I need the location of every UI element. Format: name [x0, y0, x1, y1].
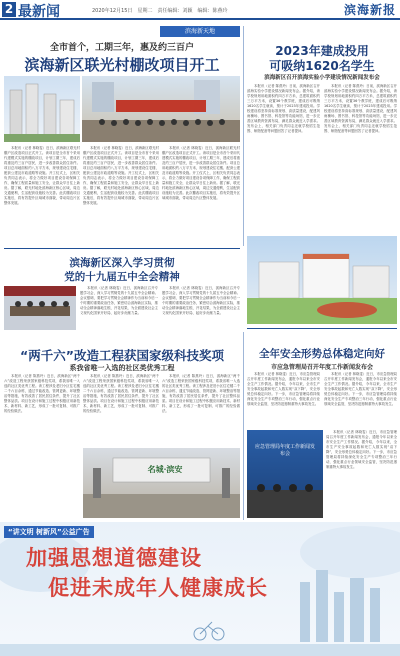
story4-body-col3: 本报讯（记者 陈燕玲）近日，滨海新区“两千六”改造工程荣获国家级科技奖项，系我省唯一入选的社区类优秀工程。该工程涉及老旧小区住宅楼二千六百余栋，通过节能改造、管网更新、环境整治等措施，有效改善了居民居住条件，提升了社区整体品质。项目在设计和施工过程中积极应用新技术、新材料、新工艺，形成了一批可复制、可推广的经验做法。 [162, 374, 240, 413]
story5-body-col3: 本报讯（记者 林晓雯）近日，市应急管理局召开年度工作新闻发布会，通报今年以来全市安全生产工作情况。据介绍，今年以来，全市生产安全事故起数和死亡人数实现“双下降”，安全形势总体稳定向好。下一步，市应急管理局将持续深化安全生产专项整治三年行动，强化重点行业领域安全监管，坚决防范遏制重特大事故发生。 [326, 430, 397, 469]
story2-body-col1: 本报讯（记者 陈燕玲）日前，滨海新区召开滨海实验小学建设情况新闻发布会。据介绍，该学校规划用地面积约四万平方米，总建筑面积约三万平方米，设置36个教学班，建成后可吸纳1620名学生就读，预计于2023年建成投用。学校建设将坚持高标准规划、高质量建设，配建风雨操场、图书馆、科技馆等功能场馆，进一步完善区域教育资源布局，满足群众就近入学需求。发布会上，相关部门负责同志还就学校招生范围、师资配备等问题回答了记者提问。 [247, 84, 320, 133]
story1-body-col1: 本报讯（记者 林晓雯）近日，滨海新区联光村棚户区改造项目正式开工。该项目是全市首个采用代建模式实施的棚改项目，计划工期三年，建成后将惠及约三百户居民，进一步改善群众居住条件。项目总用地面积约八万平方米，规划建设住宅楼、配套公建及市政道路等设施。开工仪式上，区相关负责同志表示，将全力做好项目建设各项保障工作，确保工程质量和施工安全，让群众早日住上新房。据了解，联光村地处滨海新区核心区域，周边交通便利，生活配套设施较为完善。此次棚改项目实施后，将有效提升区域城市面貌，带动周边片区整体发展。 [4, 146, 80, 205]
story3-body-col1: 本报讯（记者 林晓雯）近日，滨海新区召开专题学习会，深入学习贯彻党的十九届五中全会精神。会议强调，要把学习贯彻全会精神作为当前和今后一个时期的重要政治任务，紧密结合滨海新区实际，推动全会精神落地生根、开花结果，为全面建设社会主义现代化国家开好局、起好步贡献力量。 [80, 286, 158, 315]
story2-body-col2: 本报讯（记者 陈燕玲）日前，滨海新区召开滨海实验小学建设情况新闻发布会。据介绍，该学校规划用地面积约四万平方米，总建筑面积约三万平方米，设置36个教学班，建成后可吸纳1620名学生就读，预计于2023年建成投用。学校建设将坚持高标准规划、高质量建设，配建风雨操场、图书馆、科技馆等功能场馆，进一步完善区域教育资源布局，满足群众就近入学需求。发布会上，相关部门负责同志还就学校招生范围、师资配备等问题回答了记者提问。 [324, 84, 397, 133]
story1-kicker: 全市首个，工期三年，惠及约三百户 [49, 43, 194, 53]
story5-subhead: 市应急管理局召开年度工作新闻发布会 [270, 364, 373, 371]
ceremony-illustration [82, 76, 240, 142]
meeting-illustration [4, 286, 76, 330]
story1-photo-ceremony [82, 76, 240, 142]
column-divider-lower [243, 332, 244, 520]
banner-line2: 促进未成年人健康成长 [48, 576, 268, 600]
story3-headline-line1: 滨海新区深入学习贯彻 [69, 257, 175, 269]
banner-line1: 加强思想道德建设 [26, 546, 202, 570]
story5-body-col1: 本报讯（记者 林晓雯）近日，市应急管理局召开年度工作新闻发布会，通报今年以来全市安全生产工作情况。据介绍，今年以来，全市生产安全事故起数和死亡人数实现“双下降”，安全形势总体稳定向好。下一步，市应急管理局将持续深化安全生产专项整治三年行动，强化重点行业领域安全监管，坚决防范遏制重特大事故发生。 [247, 372, 320, 406]
story5-headline: 全年安全形势总体稳定向好 [259, 348, 385, 360]
story2-subhead: 滨海新区召开滨海实验小学建设情况新闻发布会 [264, 75, 380, 81]
story2-photo-school [247, 236, 397, 324]
story5-photo-press [247, 430, 323, 518]
story4-subhead: 系我省唯一入选的社区类优秀工程 [69, 364, 175, 372]
column-divider [243, 26, 244, 246]
buildings-illustration [4, 76, 80, 142]
school-render-illustration [247, 236, 397, 324]
section-title: 最新闻 [18, 4, 60, 20]
newspaper-logo: 滨海新报 [343, 3, 396, 17]
press-backdrop-text: 应急管理局年度工作新闻发布会 [254, 444, 315, 457]
press-conference-illustration [247, 430, 323, 518]
banner-tag: “讲文明 树新风”公益广告 [4, 526, 94, 538]
story3-body-col2: 本报讯（记者 林晓雯）近日，滨海新区召开专题学习会，深入学习贯彻党的十九届五中全会精神。会议强调，要把学习贯彻全会精神作为当前和今后一个时期的重要政治任务，紧密结合滨海新区实际，推动全会精神落地生根、开花结果，为全面建设社会主义现代化国家开好局、起好步贡献力量。 [162, 286, 240, 315]
story1-body-col3: 本报讯（记者 林晓雯）近日，滨海新区联光村棚户区改造项目正式开工。该项目是全市首个采用代建模式实施的棚改项目，计划工期三年，建成后将惠及约三百户居民，进一步改善群众居住条件。项目总用地面积约八万平方米，规划建设住宅楼、配套公建及市政道路等设施。开工仪式上，区相关负责同志表示，将全力做好项目建设各项保障工作，确保工程质量和施工安全，让群众早日住上新房。据了解，联光村地处滨海新区核心区域，周边交通便利，生活配套设施较为完善。此次棚改项目实施后，将有效提升区域城市面貌，带动周边片区整体发展。 [162, 146, 240, 200]
story2-headline-line1: 2023年建成投用 [275, 44, 369, 58]
section-divider [4, 248, 240, 249]
story3-photo-meeting [4, 286, 76, 330]
story1-body-col2: 本报讯（记者 林晓雯）近日，滨海新区联光村棚户区改造项目正式开工。该项目是全市首个采用代建模式实施的棚改项目，计划工期三年，建成后将惠及约三百户居民，进一步改善群众居住条件。项目总用地面积约八万平方米，规划建设住宅楼、配套公建及市政道路等设施。开工仪式上，区相关负责同志表示，将全力做好项目建设各项保障工作，确保工程质量和施工安全，让群众早日住上新房。据了解，联光村地处滨海新区核心区域，周边交通便利，生活配套设施较为完善。此次棚改项目实施后，将有效提升区域城市面貌，带动周边片区整体发展。 [83, 146, 159, 205]
story1-headline: 滨海新区联光村棚改项目开工 [24, 56, 220, 74]
story3-headline-line2: 党的十九届五中全会精神 [64, 271, 180, 283]
story2-headline-line2: 可吸纳1620名学生 [269, 59, 375, 73]
story4-headline: “两千六”改造工程获国家级科技奖项 [20, 348, 224, 363]
community-gate-illustration [83, 448, 240, 518]
story5-body-col2: 本报讯（记者 林晓雯）近日，市应急管理局召开年度工作新闻发布会，通报今年以来全市安全生产工作情况。据介绍，今年以来，全市生产安全事故起数和死亡人数实现“双下降”，安全形势总体稳定向好。下一步，市应急管理局将持续深化安全生产专项整治三年行动，强化重点行业领域安全监管，坚决防范遏制重特大事故发生。 [324, 372, 397, 406]
section-divider-right [247, 328, 397, 329]
story4-body-col1: 本报讯（记者 陈燕玲）近日，滨海新区“两千六”改造工程荣获国家级科技奖项，系我省唯一入选的社区类优秀工程。该工程涉及老旧小区住宅楼二千六百余栋，通过节能改造、管网更新、环境整治等措施，有效改善了居民居住条件，提升了社区整体品质。项目在设计和施工过程中积极应用新技术、新材料、新工艺，形成了一批可复制、可推广的经验做法。 [4, 374, 80, 413]
story1-photo-buildings [4, 76, 80, 142]
community-sign-text: 名城·滨安 [147, 464, 183, 474]
issue-meta: 2020年12月15日 星期二 责任编辑：刘颖 编辑：陈燕玲 [92, 8, 228, 14]
story4-body-col2: 本报讯（记者 陈燕玲）近日，滨海新区“两千六”改造工程荣获国家级科技奖项，系我省唯一入选的社区类优秀工程。该工程涉及老旧小区住宅楼二千六百余栋，通过节能改造、管网更新、环境整治等措施，有效改善了居民居住条件，提升了社区整体品质。项目在设计和施工过程中积极应用新技术、新材料、新工艺，形成了一批可复制、可推广的经验做法。 [83, 374, 159, 413]
public-service-banner [0, 522, 400, 656]
column-tag: 滨海新天地 [160, 26, 240, 37]
page-number: 2 [2, 2, 16, 17]
story4-photo-community [83, 448, 240, 518]
